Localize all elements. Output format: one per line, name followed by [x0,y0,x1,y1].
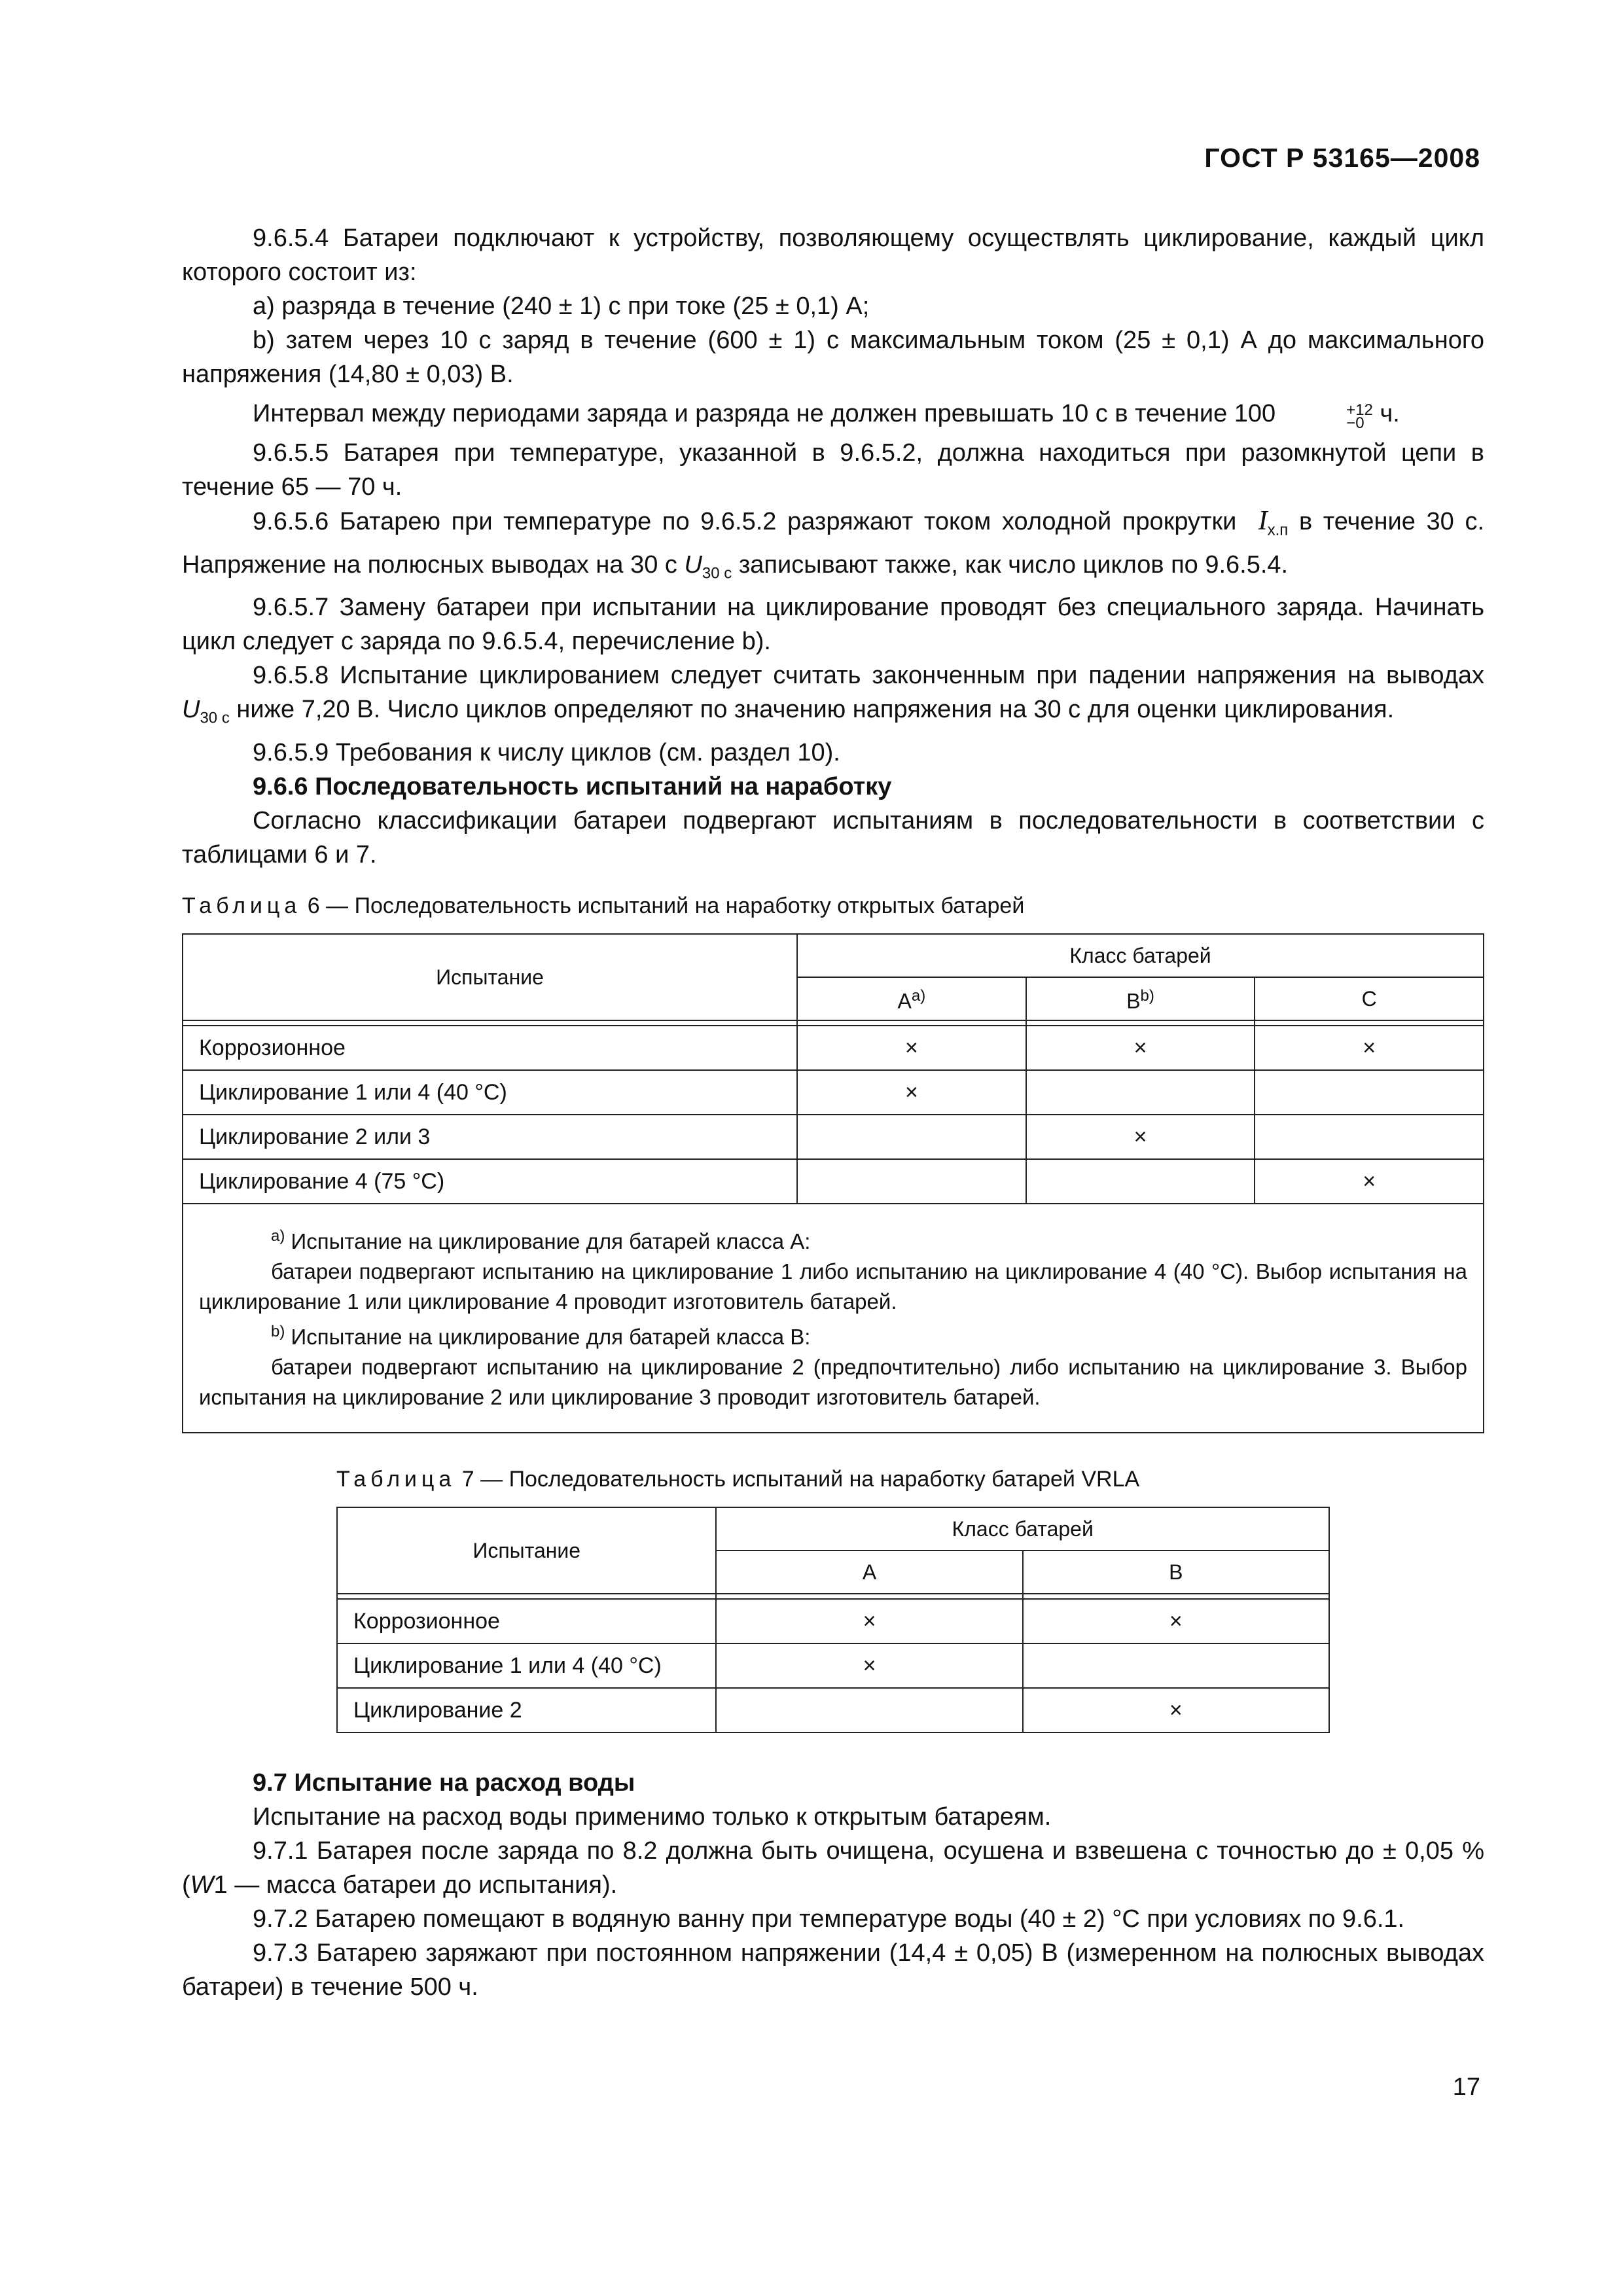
table-6-header-b: $B^{b)}$ [1026,977,1255,1020]
paragraph-9-7-3: 9.7.3 Батарею заряжают при постоянном напряжении (14,4 ± 0,05) В (измеренном на полюсных выводах батареи) в течение 500 ч. [182,1939,1484,2001]
table-row: Циклирование 2 или 3 × [183,1115,1484,1159]
document-body [182,221,1484,2004]
table-7-wrapper [336,1462,1484,1733]
note-b-text: батареи подвергают испытанию на циклирование 2 (предпочтительно) либо испытанию на циклирование 3. Выбор испытания на циклирование 2 или циклирование 3 проводит изготовитель батарей. [199,1354,1467,1409]
list-item-a: а) разряда в течение (240 ± 1) с при токе (25 ± 0,1) А; [253,293,870,320]
table-7 [336,1507,1330,1733]
note-b-title: $^{b)}$ Испытание на циклирование для батарей класса В: [271,1322,811,1349]
paragraph-9-6-5-7: 9.6.5.7 Замену батареи при испытании на циклирование проводят без специального заряда. Начинать цикл следует с заряда по 9.6.5.4, перечисление b). [182,594,1484,656]
table-row: Коррозионное × × [337,1599,1329,1643]
table-7-caption: Таблица 7 — Последовательность испытаний на наработку батарей VRLA [336,1466,1140,1492]
table-7-header-a: A [716,1551,1022,1594]
table-row: Циклирование 1 или 4 (40 °С) × [183,1070,1484,1115]
paragraph-9-6-5-8: 9.6.5.8 Испытание циклированием следует считать законченным при падении напряжения на выводах $U_{30 с}$ ниже 7,20 В. Число циклов определяют по значению напряжения на 30 с для оценки циклирования. [182,662,1484,727]
table-6-header-class: Класс батарей [797,934,1484,977]
table-7-header-class: Класс батарей [716,1507,1329,1551]
paragraph-9-6-5-6: 9.6.5.6 Батарею при температуре по 9.6.5.2 разряжают током холодной прокрутки $I_{х.п}$ в течение 30 с. Напряжение на полюсных выводах на 30 с $U_{30 с}$ записывают также, как число циклов по 9.6.5.4. [182,506,1485,583]
table-7-header-test: Испытание [337,1507,716,1594]
table-6-header-test: Испытание [183,934,797,1020]
document-header: ГОСТ Р 53165—2008 [1204,143,1480,173]
paragraph-9-7-2: 9.7.2 Батарею помещают в водяную ванну при температуре воды (40 ± 2) °С при условиях по 9.6.1. [253,1905,1405,1933]
paragraph-9-7-1: 9.7.1 Батарея после заряда по 8.2 должна быть очищена, осушена и взвешена с точностью до ± 0,05 % (W1 — масса батареи до испытания). [182,1837,1484,1899]
table-6-caption: Таблица 6 — Последовательность испытаний на наработку открытых батарей [182,893,1025,918]
list-item-b: b) затем через 10 с заряд в течение (600 ± 1) с максимальным током (25 ± 0,1) А до максимального напряжения (14,80 ± 0,03) В. [182,327,1484,388]
paragraph-9-6-5-5: 9.6.5.5 Батарея при температуре, указанной в 9.6.5.2, должна находиться при разомкнутой цепи в течение 65 — 70 ч. [182,439,1484,501]
paragraph-9-6-5-4: 9.6.5.4 Батареи подключают к устройству, позволяющему осуществлять циклирование, каждый цикл которого состоит из: [182,224,1484,286]
table-row: Коррозионное × × × [183,1026,1484,1070]
section-heading-9-6-6: 9.6.6 Последовательность испытаний на наработку [253,772,892,800]
paragraph-water-intro: Испытание на расход воды применимо только к открытым батареям. [253,1803,1052,1831]
table-6-notes [182,1204,1484,1433]
table-7-header-b: B [1023,1551,1329,1594]
paragraph-interval: Интервал между периодами заряда и разряда не должен превышать 10 с в течение 100 +12 −0 ч. [253,400,1400,432]
table-6-header-c: C [1255,977,1484,1020]
table-6-header-a: $A^{а)}$ [797,977,1026,1020]
table-row: Циклирование 4 (75 °С) × [183,1159,1484,1204]
paragraph-classification: Согласно классификации батареи подвергают испытаниям в последовательности в соответствии с таблицами 6 и 7. [182,806,1484,869]
note-a-title: $^{a)}$ Испытание на циклирование для батарей класса А: [271,1227,811,1253]
section-heading-9-7: 9.7 Испытание на расход воды [253,1768,635,1797]
table-row: Циклирование 1 или 4 (40 °С) × [337,1643,1329,1688]
paragraph-9-6-5-9: 9.6.5.9 Требования к числу циклов (см. раздел 10). [253,738,840,766]
page-number: 17 [1452,2073,1480,2101]
table-row: Циклирование 2 × [337,1688,1329,1732]
note-a-text: батареи подвергают испытанию на циклирование 1 либо испытанию на циклирование 4 (40 °С). Выбор испытания на циклирование 1 или циклирование 4 проводит изготовитель батарей. [199,1259,1467,1314]
table-6 [182,933,1484,1204]
